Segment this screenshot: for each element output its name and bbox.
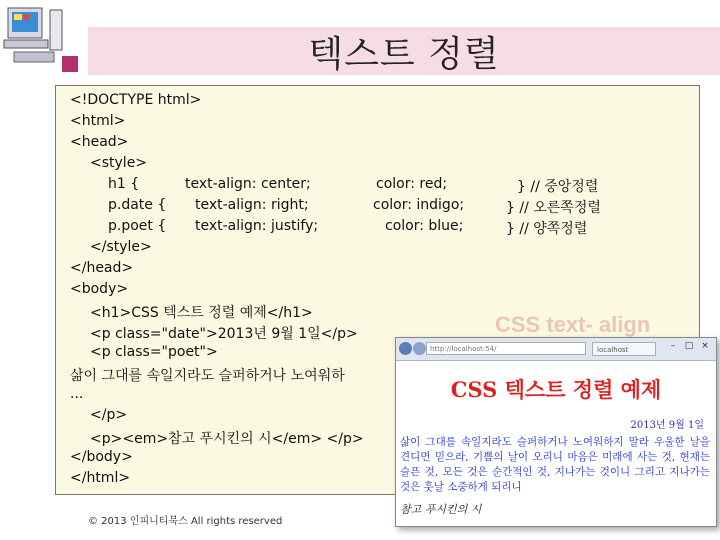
code-line: <p class="date">2013년 9월 1일</p> bbox=[90, 326, 358, 342]
code-line: </style> bbox=[90, 239, 152, 255]
code-line: p.date { bbox=[108, 197, 167, 213]
rendered-poem: 삶이 그대를 속일지라도 슬퍼하거나 노여워하지 말라 우울한 날을 견디면 믿으라, 기쁨의 날이 오리니 마음은 미래에 사는 것, 현재는 슬픈 것, 모든 것은 순간적인 것, 지나가는 것이니 그리고 지나가는 것은 훗날 소중하게 되리니 bbox=[400, 436, 710, 493]
code-line: </body> bbox=[70, 449, 133, 465]
code-line: color: indigo; bbox=[373, 197, 465, 213]
code-line: text-align: justify; bbox=[195, 218, 319, 234]
code-line: <!DOCTYPE html> bbox=[70, 92, 202, 108]
code-line: <style> bbox=[90, 155, 148, 171]
code-line: <head> bbox=[70, 134, 129, 150]
rendered-reference: 참고 푸시킨의 시 bbox=[400, 503, 482, 516]
code-line: </head> bbox=[70, 260, 134, 276]
browser-tab[interactable]: localhost bbox=[592, 342, 656, 356]
code-line: p.poet { bbox=[108, 218, 167, 234]
maximize-icon[interactable]: □ bbox=[684, 341, 694, 351]
code-comment: } // 오른쪽정렬 bbox=[506, 200, 601, 216]
code-line: color: blue; bbox=[385, 218, 464, 234]
back-icon[interactable] bbox=[399, 342, 412, 355]
code-comment: } // 중앙정렬 bbox=[517, 179, 599, 195]
code-line: color: red; bbox=[376, 176, 448, 192]
rendered-date: 2013년 9월 1일 bbox=[630, 420, 704, 431]
code-line: <html> bbox=[70, 113, 126, 129]
code-line: </html> bbox=[70, 470, 131, 486]
code-comment: } // 양쪽정렬 bbox=[506, 221, 588, 237]
browser-toolbar bbox=[396, 338, 716, 361]
forward-icon[interactable] bbox=[413, 342, 426, 355]
code-line: text-align: right; bbox=[195, 197, 309, 213]
minimize-icon[interactable]: – bbox=[670, 341, 676, 351]
code-line: <p><em>참고 푸시킨의 시</em> </p> bbox=[90, 431, 364, 447]
computer-icon bbox=[0, 0, 90, 80]
rendered-heading: CSS 텍스트 정렬 예제 bbox=[450, 377, 662, 402]
code-line: </p> bbox=[90, 407, 128, 423]
code-line: <h1>CSS 텍스트 정렬 예제</h1> bbox=[90, 305, 313, 321]
code-line: ... bbox=[70, 386, 84, 402]
address-bar[interactable]: http://localhost:54/ bbox=[426, 342, 586, 355]
close-icon[interactable]: × bbox=[701, 341, 709, 351]
code-line: text-align: center; bbox=[185, 176, 311, 192]
copyright-footer: © 2013 인피니티북스 All rights reserved bbox=[88, 516, 283, 527]
code-line: 삶이 그대를 속일지라도 슬퍼하거나 노여워하 bbox=[70, 368, 345, 384]
code-line: <p class="poet"> bbox=[90, 344, 218, 360]
code-line: <body> bbox=[70, 281, 129, 297]
code-line: h1 { bbox=[108, 176, 140, 192]
slide-title: 텍스트 정렬 bbox=[308, 34, 500, 75]
background-heading-text: CSS text- align bbox=[495, 312, 651, 337]
browser-screenshot bbox=[395, 337, 717, 527]
